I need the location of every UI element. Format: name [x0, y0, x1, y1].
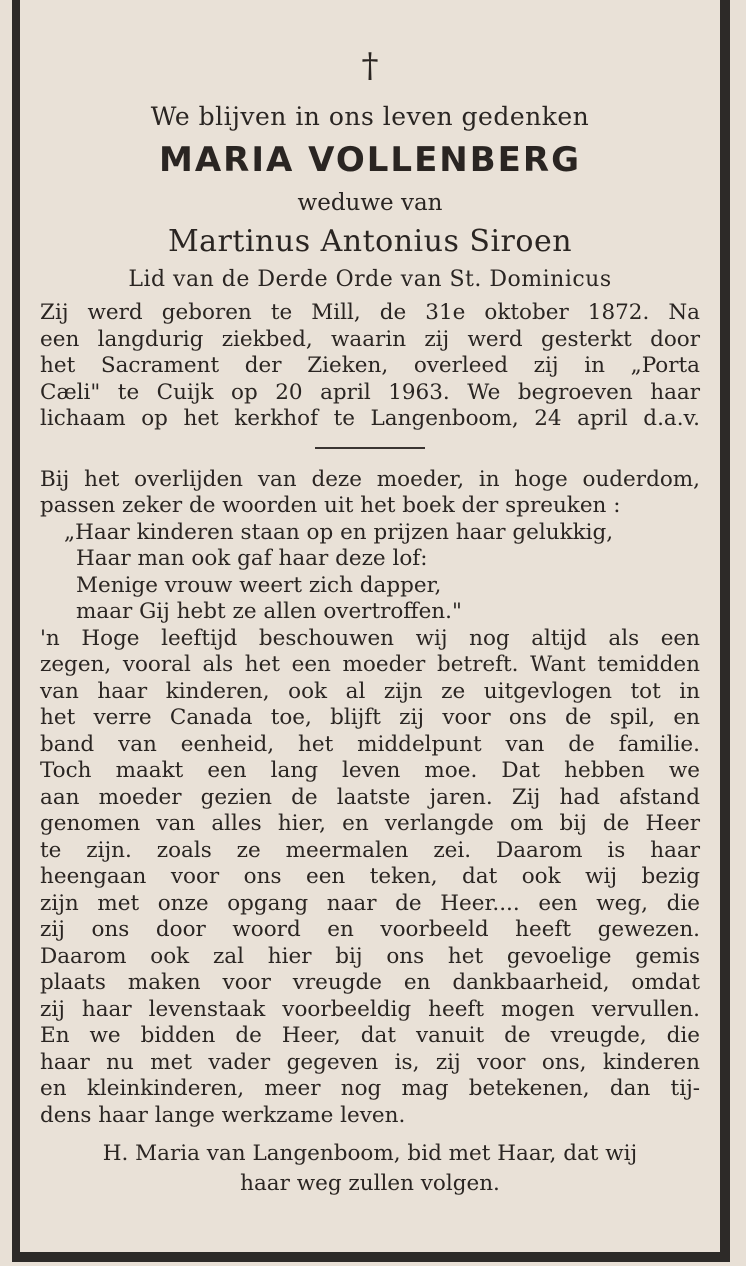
quote-line: Menige vrouw weert zich dapper, — [76, 572, 442, 598]
husband-name: Martinus Antonius Siroen — [167, 224, 573, 259]
body-line: dens haar lange werkzame leven. — [40, 1102, 406, 1128]
biography-line: een langdurig ziekbed, waarin zij werd gesterkt door — [40, 326, 700, 352]
closing-prayer — [40, 1139, 700, 1199]
body-line: Daarom ook zal hier bij ons het gevoelige gemis — [40, 943, 700, 969]
closing-line: haar weg zullen volgen. — [240, 1171, 500, 1196]
intro-text-line: passen zeker de woorden uit het boek der spreuken : — [40, 493, 621, 518]
membership-line: Lid van de Derde Orde van St. Dominicus — [128, 267, 612, 292]
body-line: en kleinkinderen, meer nog mag betekenen, dan tij- — [40, 1076, 700, 1101]
cross-icon: † — [361, 46, 379, 86]
deceased-name: MARIA VOLLENBERG — [159, 140, 581, 180]
intro-line: We blijven in ons leven gedenken — [150, 102, 590, 131]
body-line: zijn met onze opgang naar de Heer.... een weg, die — [40, 890, 700, 916]
body-line: het verre Canada toe, blijft zij voor ons de spil, en — [40, 705, 700, 730]
biography-line: lichaam op het kerkhof te Langenboom, 24 april d.a.v. — [40, 406, 700, 431]
body-line: band van eenheid, het middelpunt van de familie. — [40, 731, 700, 757]
body-line: zij ons door woord en voorbeeld heeft gewezen. — [40, 917, 700, 942]
body-line: heengaan voor ons een teken, dat ook wij bezig — [40, 864, 700, 889]
widow-of-label: weduwe van — [297, 190, 443, 216]
body-line: Toch maakt een lang leven moe. Dat hebben we — [40, 758, 700, 783]
body-line: En we bidden de Heer, dat vanuit de vreugde, die — [40, 1023, 700, 1048]
intro-paragraph — [40, 467, 700, 520]
body-line: haar nu met vader gegeven is, zij voor ons, kinderen — [40, 1049, 700, 1075]
body-line: van haar kinderen, ook al zijn ze uitgevlogen tot in — [40, 678, 700, 704]
quote-line: maar Gij hebt ze allen overtroffen." — [76, 599, 462, 624]
proverbs-quote — [40, 520, 700, 626]
divider — [315, 447, 425, 449]
body-line: genomen van alles hier, en verlangde om bij de Heer — [40, 811, 700, 836]
body-line: 'n Hoge leeftijd beschouwen wij nog altijd als een — [40, 625, 700, 651]
body-line: plaats maken voor vreugde en dankbaarheid, omdat — [40, 970, 700, 995]
biography-line: het Sacrament der Zieken, overleed zij in „Porta — [40, 353, 700, 378]
body-line: te zijn. zoals ze meermalen zei. Daarom is haar — [40, 837, 700, 863]
body-line: zegen, vooral als het een moeder betreft. Want temidden — [40, 652, 700, 677]
intro-text-line: Bij het overlijden van deze moeder, in hoge ouderdom, — [40, 466, 700, 492]
biography-paragraph — [40, 300, 700, 433]
body-line: aan moeder gezien de laatste jaren. Zij had afstand — [40, 784, 700, 810]
closing-line: H. Maria van Langenboom, bid met Haar, dat wij — [102, 1141, 638, 1166]
quote-line: „Haar kinderen staan op en prijzen haar gelukkig, — [64, 519, 614, 545]
card-content — [40, 46, 700, 1199]
body-line: zij haar levenstaak voorbeeldig heeft mogen vervullen. — [40, 996, 700, 1022]
biography-line: Cæli" te Cuijk op 20 april 1963. We begroeven haar — [40, 379, 700, 405]
body-paragraph — [40, 626, 700, 1130]
biography-line: Zij werd geboren te Mill, de 31e oktober 1872. Na — [40, 300, 700, 325]
quote-line: Haar man ook gaf haar deze lof: — [76, 546, 428, 571]
